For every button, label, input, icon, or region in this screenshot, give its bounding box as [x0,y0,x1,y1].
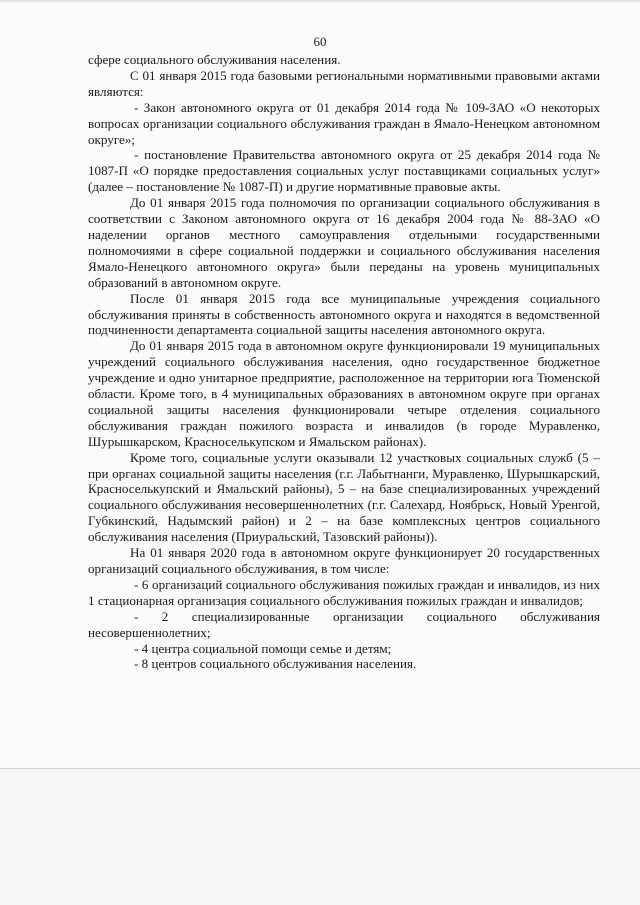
paragraph-continuation: сфере социального обслуживания населения. [88,52,341,67]
list-item: - постановление Правительства автономного округа от 25 декабря 2014 года № 1087-П «О порядке предоставления социальных услуг поставщиками социальных услуг» (далее – постановление № 1087-П) и другие нормативные правовые акты. [88,147,600,195]
paragraph: После 01 января 2015 года все муниципальные учреждения социального обслуживания приняты в собственность автономного округа и находятся в ведомственной подчиненности департамента социальной защиты населения автономного округа. [88,290,600,338]
page-edge [0,0,640,3]
paragraph: С 01 января 2015 года базовыми региональными нормативными правовыми актами являются: [88,67,600,99]
paragraph: Кроме того, социальные услуги оказывали 12 участковых социальных служб (5 – при органах социальной защиты населения (г.г. Лабытнанги, Муравленко, Шурышкарский, Красноселькупский и Ямальский районы), 5 – на базе специализированных учреждений социального обслуживания несовершеннолетних (г.г. Салехард, Ноябрьск, Новый Уренгой, Губкинский, Надымский район) и 2 – на базе комплексных центров социального обслуживания населения (Приуральский, Тазовский районы)). [88,449,600,545]
paragraph: До 01 января 2015 года полномочия по организации социального обслуживания в соответствии с Законом автономного округа от 16 декабря 2004 года № 88-ЗАО «О наделении органов местного самоуправления отдельными государственными полномочиями в сфере социальной поддержки и социального обслуживания населения Ямало-Ненецкого автономного округа» были переданы на уровень муниципальных образований в автономном округе. [88,195,600,290]
list-item: - 2 специализированные организации социального обслуживания несовершеннолетних; [88,608,600,640]
list-item: - 8 центров социального обслуживания населения. [134,656,417,672]
page-number: 60 [313,34,327,49]
body-text [88,52,600,672]
paragraph: До 01 января 2015 года в автономном округе функционировали 19 муниципальных учреждений социального обслуживания населения, одно государственное бюджетное учреждение и одно унитарное предприятие, расположенное на территории юга Тюменской области. Кроме того, в 4 муниципальных образованиях в автономном округе при органах социальной защиты населения функционировали четыре отделения социального обслуживания граждан пожилого возраста и инвалидов (в городе Муравленко, Шурышкарском, Красноселькупском и Ямальском районах). [88,338,600,449]
list-item: - 4 центра социальной помощи семье и детям; [134,640,392,656]
paragraph: На 01 января 2020 года в автономном округе функционирует 20 государственных организаций социального обслуживания, в том числе: [88,545,600,576]
list-item: - 6 организаций социального обслуживания пожилых граждан и инвалидов, из них 1 стационарная организация социального обслуживания пожилых граждан и инвалидов; [88,576,600,608]
list-item: - Закон автономного округа от 01 декабря 2014 года № 109-ЗАО «О некоторых вопросах организации социального обслуживания граждан в Ямало-Ненецком автономном округе»; [88,99,600,147]
